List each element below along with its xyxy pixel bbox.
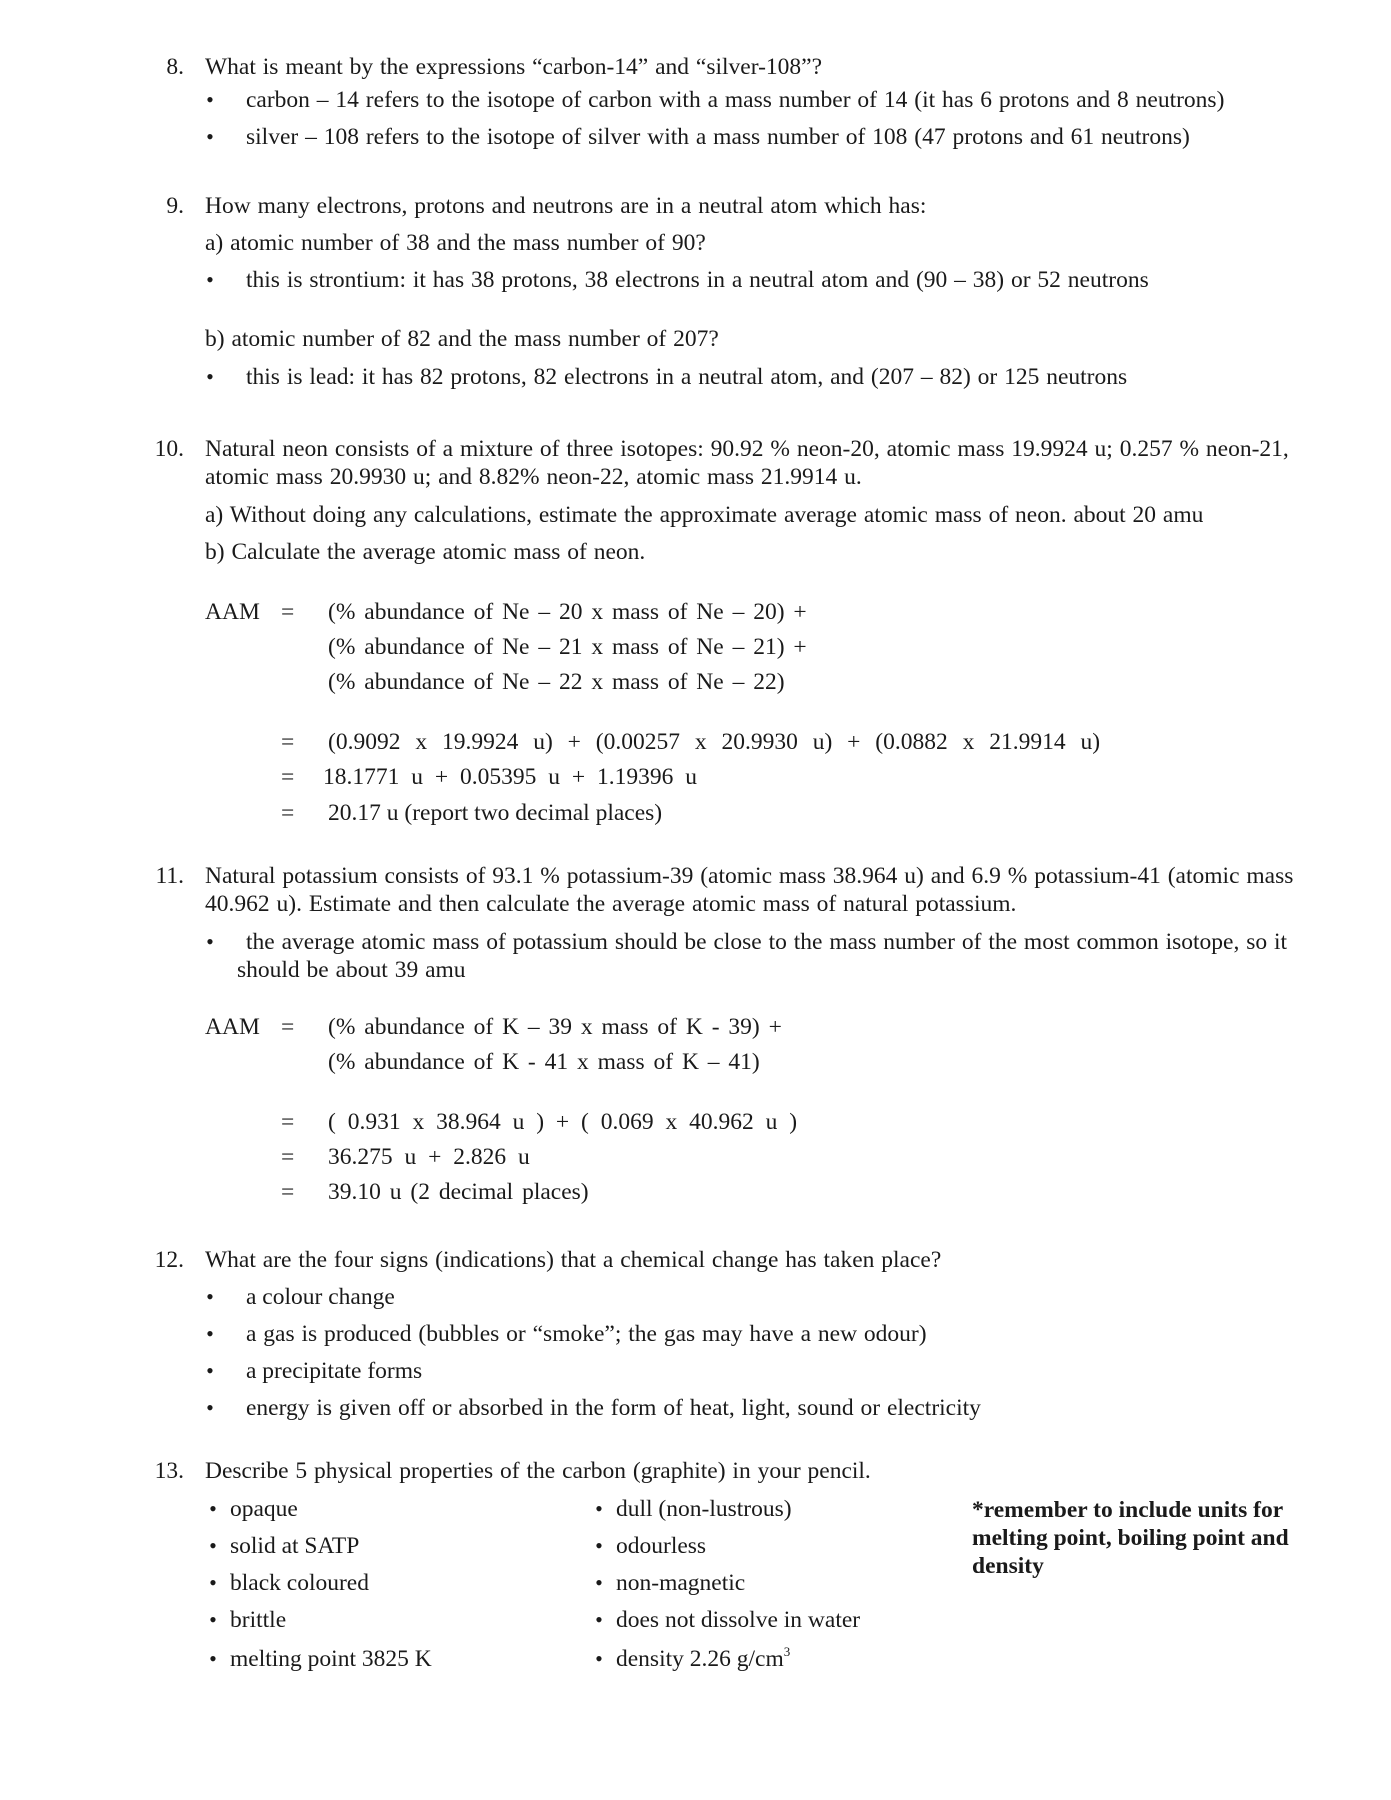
q11-step-3: 39.10 u (2 decimal places): [328, 1179, 589, 1205]
q13-property: brittle: [230, 1607, 287, 1633]
q10-step-1: (0.9092 x 19.9924 u) + (0.00257 x 20.9930 u) + (0.0882 x 21.9914 u): [328, 729, 1101, 755]
equals-sign: =: [281, 1014, 295, 1040]
bullet-icon: [203, 1357, 217, 1385]
bullet-icon: [206, 1569, 220, 1597]
q10-formula-line-2: (% abundance of Ne – 21 x mass of Ne – 21) +: [328, 634, 807, 660]
q13-density: [616, 1645, 790, 1673]
bullet-icon: [203, 86, 217, 114]
q8-number: 8.: [166, 54, 184, 80]
q9-part-b: b) atomic number of 82 and the mass number of 207?: [205, 326, 719, 352]
q11-step-2: 36.275 u + 2.826 u: [328, 1144, 530, 1170]
q12-number: 12.: [154, 1247, 184, 1273]
bullet-icon: [592, 1495, 606, 1523]
q12-answer-2: a gas is produced (bubbles or “smoke”; the gas may have a new odour): [246, 1321, 927, 1347]
equals-sign: =: [281, 599, 295, 625]
bullet-icon: [592, 1606, 606, 1634]
q13-property: non-magnetic: [616, 1570, 746, 1596]
q11-answer: the average atomic mass of potassium should be close to the mass number of the most common isotope, so it should be about 39 amu: [237, 929, 1288, 983]
equals-sign: =: [281, 1144, 295, 1170]
q9-answer-a: this is strontium: it has 38 protons, 38 electrons in a neutral atom and (90 – 38) or 52 neutrons: [246, 267, 1149, 293]
bullet-icon: [206, 1606, 220, 1634]
q10-number: 10.: [154, 436, 184, 462]
q10-formula-line-1: (% abundance of Ne – 20 x mass of Ne – 20) +: [328, 599, 807, 625]
equals-sign: =: [281, 1179, 295, 1205]
q11-question: Natural potassium consists of 93.1 % potassium-39 (atomic mass 38.964 u) and 6.9 % potassium-41 (atomic mass 40.962 u). Estimate and then calculate the average atomic mass of natural potassium.: [205, 863, 1294, 917]
q13-property: melting point 3825 K: [230, 1646, 432, 1672]
q13-density-text: density 2.26 g/cm: [616, 1646, 784, 1672]
q10-formula-line-3: (% abundance of Ne – 22 x mass of Ne – 22): [328, 669, 785, 695]
q13-property: dull (non-lustrous): [616, 1496, 792, 1522]
q13-property: does not dissolve in water: [616, 1607, 861, 1633]
q10-step-3: 20.17 u (report two decimal places): [328, 800, 663, 826]
q13-property: opaque: [230, 1496, 298, 1522]
q8-answer-1: carbon – 14 refers to the isotope of carbon with a mass number of 14 (it has 6 protons and 8 neutrons): [246, 87, 1225, 113]
q9-number: 9.: [166, 193, 184, 219]
q11-number: 11.: [155, 863, 184, 889]
bullet-icon: [203, 1320, 217, 1348]
bullet-icon: [203, 1283, 217, 1311]
bullet-icon: [203, 1394, 217, 1422]
q13-property: solid at SATP: [230, 1533, 360, 1559]
q10-part-a: a) Without doing any calculations, estimate the approximate average atomic mass of neon. about 20 amu: [205, 502, 1204, 528]
equals-sign: =: [281, 764, 295, 790]
q11-aam-label: AAM: [205, 1014, 260, 1040]
q8-answer-2: silver – 108 refers to the isotope of silver with a mass number of 108 (47 protons and 61 neutrons): [246, 124, 1190, 150]
bullet-icon: [203, 928, 217, 956]
q13-question: Describe 5 physical properties of the carbon (graphite) in your pencil.: [205, 1458, 871, 1484]
q13-property: black coloured: [230, 1570, 369, 1596]
bullet-icon: [203, 363, 217, 391]
q8-question: What is meant by the expressions “carbon-14” and “silver-108”?: [205, 54, 823, 80]
q11-step-1: ( 0.931 x 38.964 u ) + ( 0.069 x 40.962 u ): [328, 1109, 798, 1135]
bullet-icon: [203, 266, 217, 294]
bullet-icon: [592, 1645, 606, 1673]
q13-density-exponent: 3: [783, 1644, 791, 1659]
q11-formula-line-1: (% abundance of K – 39 x mass of K - 39) +: [328, 1014, 782, 1040]
bullet-icon: [592, 1569, 606, 1597]
bullet-icon: [206, 1645, 220, 1673]
q12-question: What are the four signs (indications) that a chemical change has taken place?: [205, 1247, 942, 1273]
q13-property: odourless: [616, 1533, 707, 1559]
q9-answer-b: this is lead: it has 82 protons, 82 electrons in a neutral atom, and (207 – 82) or 125 neutrons: [246, 364, 1128, 390]
q12-answer-4: energy is given off or absorbed in the form of heat, light, sound or electricity: [246, 1395, 981, 1421]
bullet-icon: [203, 123, 217, 151]
q10-question: Natural neon consists of a mixture of three isotopes: 90.92 % neon-20, atomic mass 19.9924 u; 0.257 % neon-21, atomic mass 20.9930 u; and 8.82% neon-22, atomic mass 21.9914 u.: [205, 436, 1289, 490]
q10-part-b: b) Calculate the average atomic mass of neon.: [205, 539, 646, 565]
q9-question: How many electrons, protons and neutrons are in a neutral atom which has:: [205, 193, 927, 219]
bullet-icon: [592, 1532, 606, 1560]
bullet-icon: [206, 1532, 220, 1560]
q10-aam-label: AAM: [205, 599, 260, 625]
q13-note: *remember to include units for melting point, boiling point and density: [972, 1497, 1289, 1579]
q13-number: 13.: [154, 1458, 184, 1484]
q9-part-a: a) atomic number of 38 and the mass number of 90?: [205, 230, 706, 256]
equals-sign: =: [281, 1109, 295, 1135]
bullet-icon: [206, 1495, 220, 1523]
q10-step-2: 18.1771 u + 0.05395 u + 1.19396 u: [323, 764, 698, 790]
q11-formula-line-2: (% abundance of K - 41 x mass of K – 41): [328, 1049, 760, 1075]
equals-sign: =: [281, 729, 295, 755]
equals-sign: =: [281, 800, 295, 826]
q12-answer-1: a colour change: [246, 1284, 395, 1310]
q12-answer-3: a precipitate forms: [246, 1358, 423, 1384]
